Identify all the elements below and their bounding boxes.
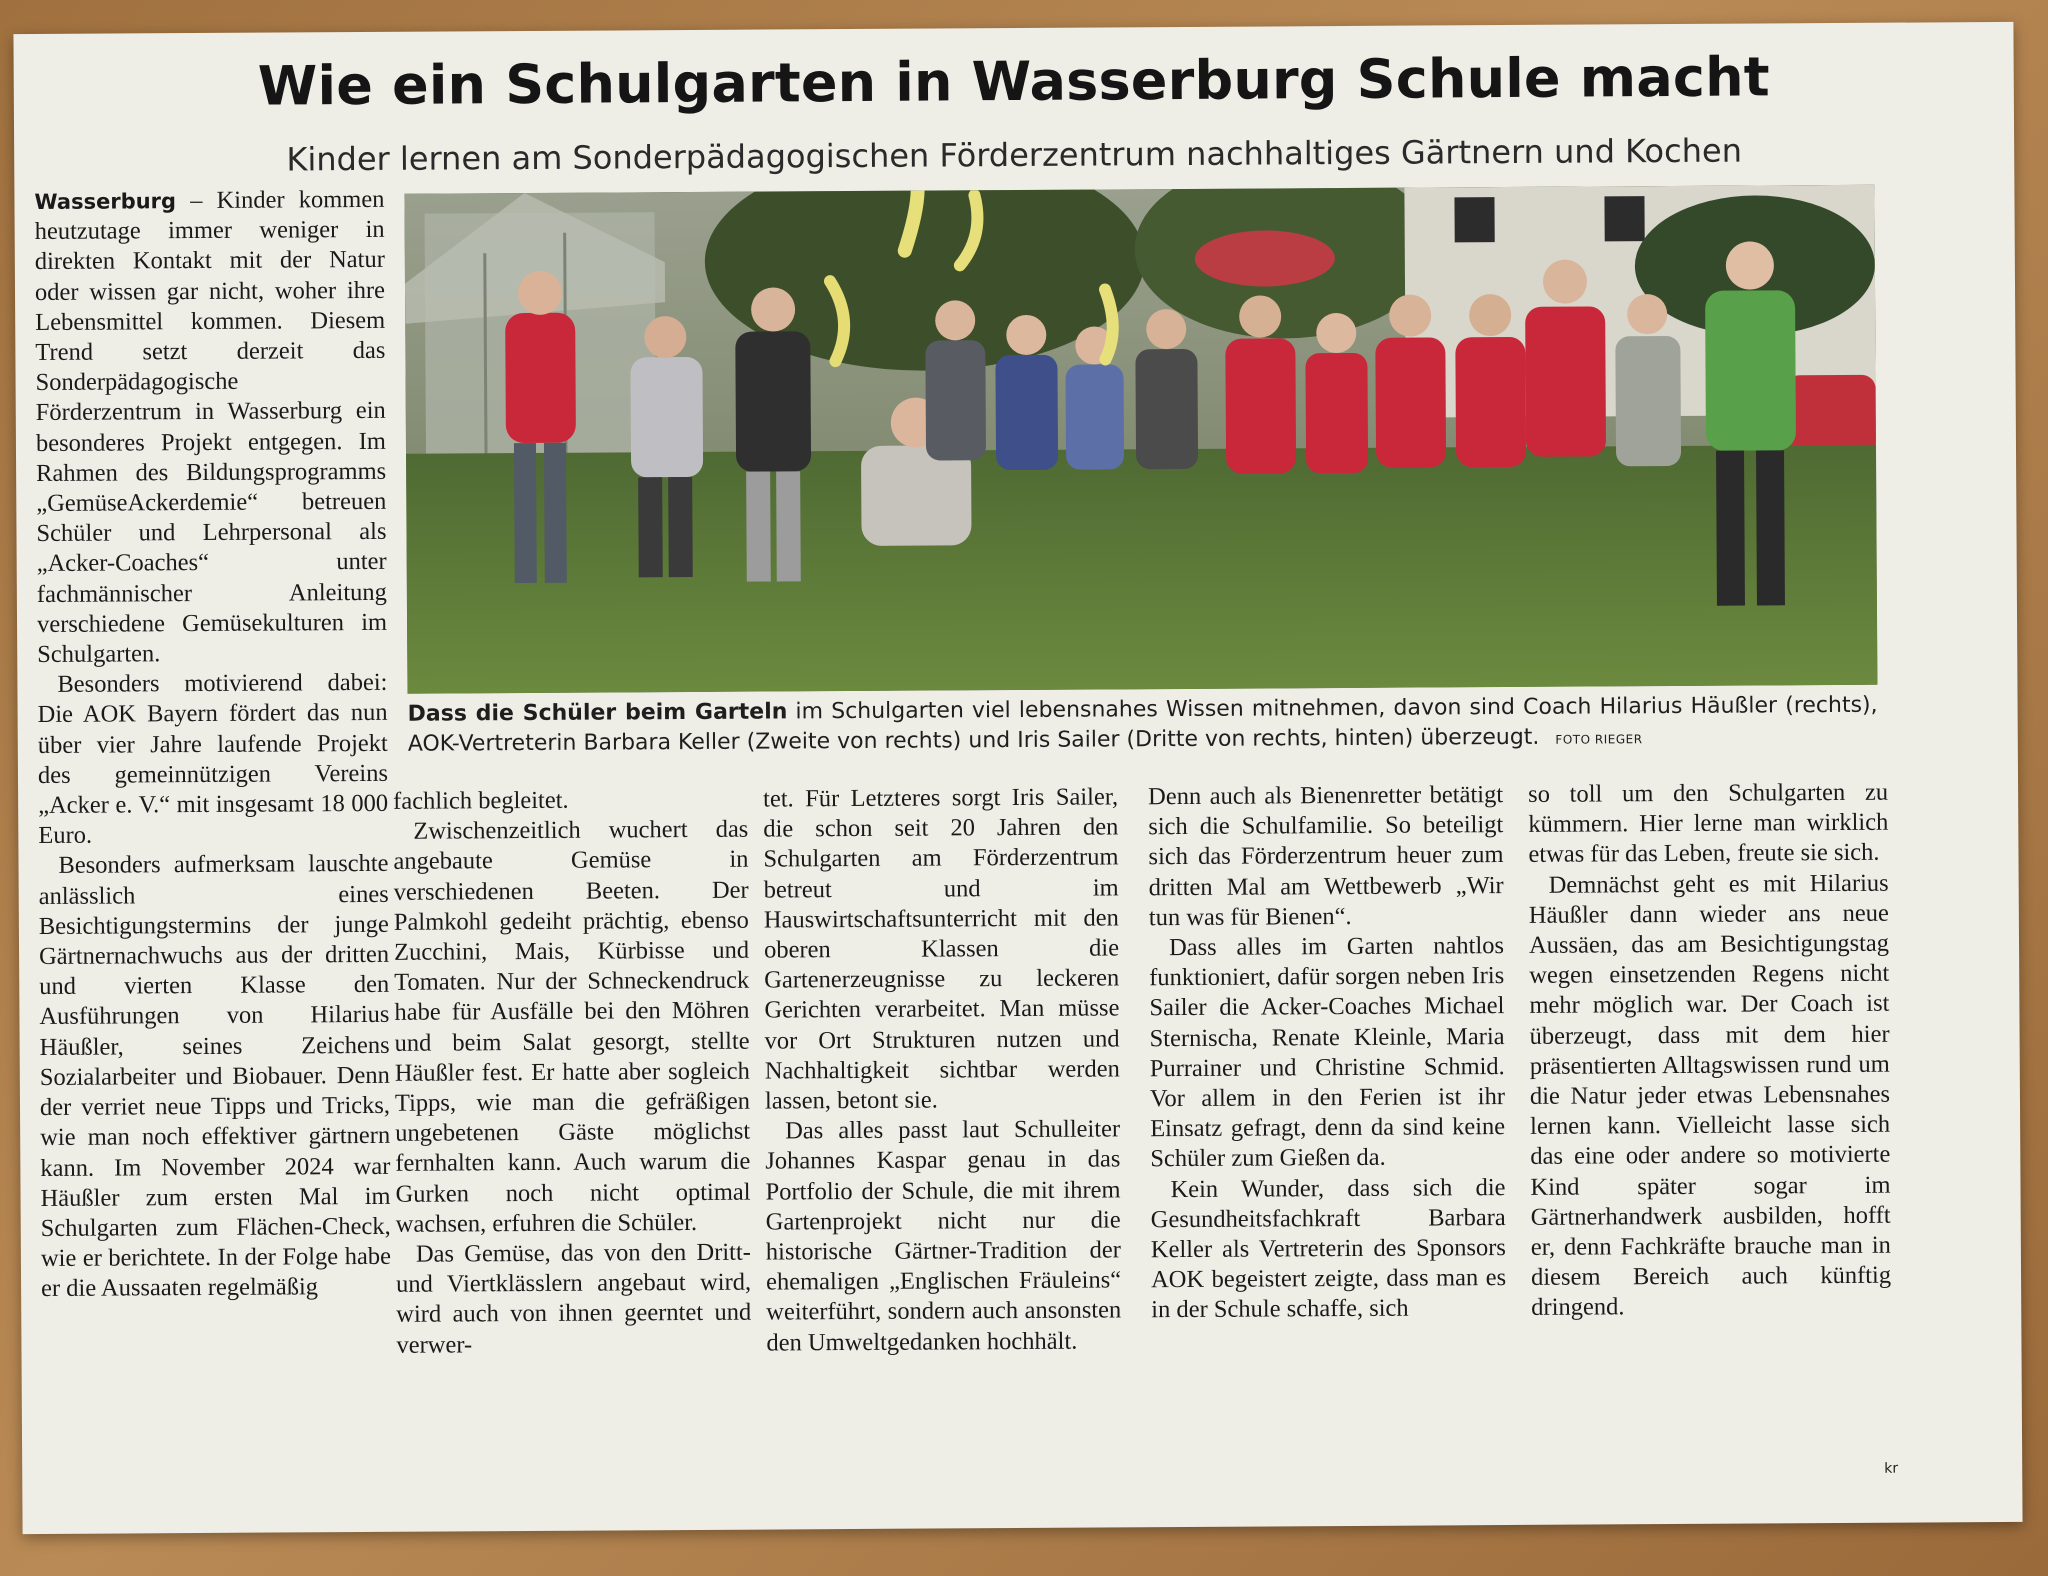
newspaper-clipping [13,22,2022,1534]
photo-illustration [404,185,1877,694]
dateline: Wasserburg [34,189,177,214]
paragraph: Denn auch als Bienenretter betätigt sich die Schulfamilie. So beteiligt sich das Förderzentrum heuer zum dritten Mal am Wettbewerb „Wir tun was für Bienen“. [1148,781,1504,932]
paragraph: Dass alles im Garten nahtlos funktioniert, dafür sorgen neben Iris Sailer die Acker-Coaches Michael Sternischa, Renate Kleinle, Maria Purrainer und Christine Schmid. Vor allem in den Ferien ist ihr Einsatz gefragt, denn da sind keine Schüler zum Gießen da. [1149,932,1506,1173]
headline: Wie ein Schulgarten in Wasserburg Schule macht [257,45,1770,118]
paragraph: Besonders aufmerksam lauschte anlässlich eines Besichtigungstermins der junge Gärtnernachwuchs aus der dritten und vierten Klasse den Ausführungen von Hilarius Häußler, seines Zeichens Sozialarbeiter und Biobauer. Denn der verriet neue Tipps und Tricks, wie man noch effektiver gärtnern kann. Im November 2024 war Häußler zum ersten Mal im Schulgarten zum Flächen-Check, wie er berichtete. In der Folge habe er die Aussaaten regelmäßig [38,850,391,1303]
paragraph: Kein Wunder, dass sich die Gesundheitsfachkraft Barbara Keller als Vertreterin des Sponsors AOK begeistert zeigte, dass man es in der Schule schaffe, sich [1150,1173,1507,1324]
article-column-4 [1148,780,1506,1326]
paragraph: fachlich begleitet. [393,786,569,815]
paragraph: Das alles passt laut Schulleiter Johannes Kaspar genau in das Portfolio der Schule, die mit ihrem Gartenprojekt nicht nur die historische Gärtner-Tradition der ehemaligen „Englischen Fräuleins“ weiterführt, sondern auch ansonsten den Umweltgedanken hochhält. [765,1115,1122,1357]
paragraph: Zwischenzeitlich wuchert das angebaute Gemüse in verschiedenen Beeten. Der Palmkohl gedeiht prächtig, ebenso Zucchini, Mais, Kürbisse und Tomaten. Nur der Schneckendruck habe für Ausfälle bei den Möhren und beim Salat gesorgt, stellte Häußler fest. Er hatte aber sogleich Tipps, wie man die gefräßigen ungebetenen Gäste möglichst fernhalten kann. Auch warum die Gurken noch nicht optimal wachsen, erfuhren die Schüler. [393,815,751,1238]
paragraph: – Kinder kommen heutzutage immer weniger in direkten Kontakt mit der Natur oder wissen gar nicht, woher ihre Lebensmittel kommen. Diesem Trend setzt derzeit das Sonderpädagogische Förderzentrum in Wasserburg ein besonderes Projekt entgegen. Im Rahmen des Bildungsprogramms „GemüseAckerdemie“ betreuen Schüler und Lehrpersonal als „Acker-Coaches“ unter fachmännischer Anleitung verschiedene Gemüsekulturen im Schulgarten. [34,185,388,669]
paragraph: Das Gemüse, das von den Dritt- und Viertklässlern angebaut wird, wird auch von ihnen geerntet und verwer- [396,1238,752,1359]
caption-lead: Dass die Schüler beim Garteln [407,699,788,727]
photo-caption [408,691,1878,762]
photo-credit: FOTO RIEGER [1555,732,1643,747]
paragraph: Besonders motivierend dabei: Die AOK Bayern fördert das nun über vier Jahre laufende Projekt des gemeinnützigen Vereins „Acker e. V.“ mit insgesamt 18 000 Euro. [37,669,389,850]
paragraph: tet. Für Letzteres sorgt Iris Sailer, die schon seit 20 Jahren den Schulgarten am Förderzentrum betreut und im Hauswirtschaftsunterricht mit den oberen Klassen die Gartenerzeugnisse zu leckeren Gerichten verarbeitet. Man müsse vor Ort Strukturen nutzen und Nachhaltigkeit sichtbar werden lassen, betont sie. [763,783,1120,1115]
caption-text: im Schulgarten viel lebensnahes Wissen mitnehmen, davon sind Coach Hilarius Häußler (rechts), AOK-Vertreterin Barbara Keller (Zweite von rechts) und Iris Sailer (Dritte von rechts, hinten) überzeugt. [407,692,1878,757]
article-column-3 [763,782,1121,1358]
article-column-5 [1528,778,1891,1324]
paragraph: Demnächst geht es mit Hilarius Häußler dann wieder ans neue Aussäen, das am Besichtigungstag wegen einsetzenden Regens nicht mehr möglich war. Der Coach ist überzeugt, dass mit dem hier präsentierten Alltagswissen rund um die Natur jeder etwas Lebensnahes lernen kann. Vielleicht lasse sich das eine oder andere so motivierte Kind später sogar im Gärtnerhandwerk ausbilden, hofft er, denn Fachkräfte brauche man in diesem Bereich auch künftig dringend. [1528,869,1892,1322]
article-column-2 [393,785,751,1361]
article-column-1 [34,185,391,1305]
group-photo [404,185,1877,694]
subheadline: Kinder lernen am Sonderpädagogischen Förderzentrum nachhaltiges Gärtnern und Kochen [286,131,1743,179]
paragraph: so toll um den Schulgarten zu kümmern. Hier lerne man wirklich etwas für das Leben, freute sie sich. [1528,778,1889,869]
author-signoff: kr [1884,1460,1899,1477]
